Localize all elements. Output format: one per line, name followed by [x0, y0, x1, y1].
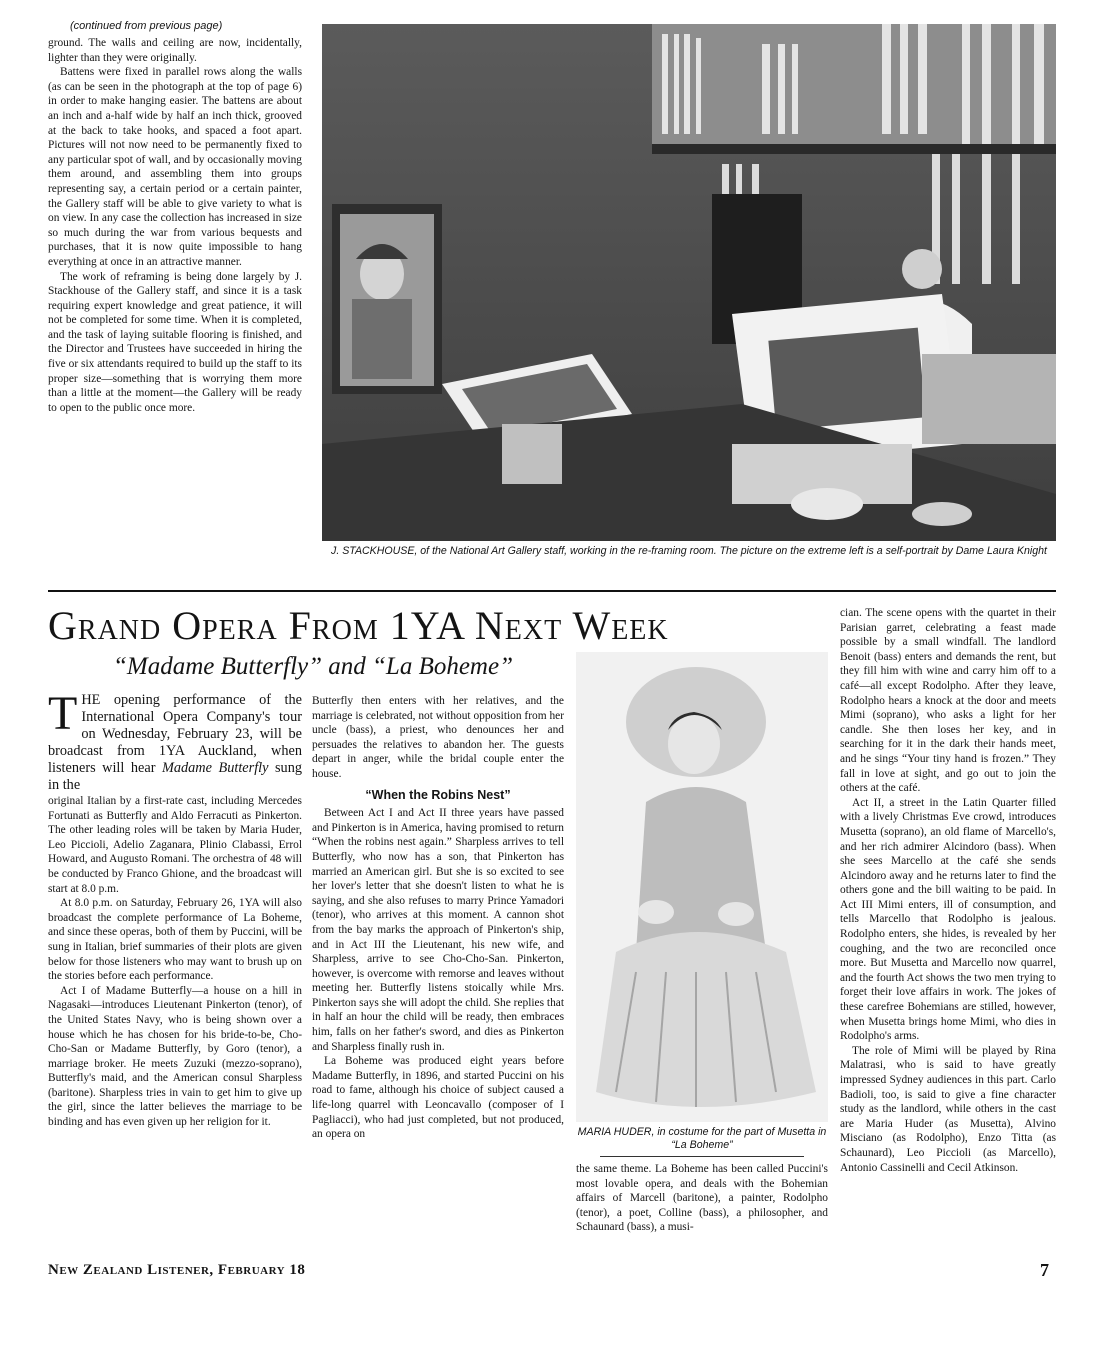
maria-huder-photo — [576, 652, 828, 1122]
paragraph: Battens were fixed in parallel rows along the walls (as can be seen in the photograph at the top of page 6) in order to make hanging easier. The battens are about an inch and a-half wide by half an inch thick, grooved at the back to take hooks, and spaced a foot apart. Pictures will not now need to be permanently fixed to any particular spot of wall, and by occasionally moving them around, and assembling them into groups representing say, a certain period or a certain painter, the Gallery staff will be able to give variety to what is on view. In any case the collection has increased in size so much during the war from various bequests and purchases, that it is now quite impossible to hang everything at once in an attractive manner. — [48, 66, 302, 268]
paragraph: the same theme. La Boheme has been called Puccini's most lovable opera, and deals with the Bohemian affairs of Marcell (baritone), a painter, Rodolpho (tenor), a poet, Colline (bass), a philosopher, and Schaunard (bass), a musi- — [576, 1163, 828, 1234]
reframing-photo-caption: J. STACKHOUSE, of the National Art Gallery staff, working in the re-framing room. The picture on the extreme left is a self-portrait by Dame Laura Knight — [331, 545, 1047, 557]
paragraph: At 8.0 p.m. on Saturday, February 26, 1YA will also broadcast the complete performance of La Boheme, and since these operas, both of them by Puccini, will be sung in Italian, brief summaries of their plots are given below for those listeners who may want to brush up on the stories before each performance. — [48, 897, 302, 983]
maria-huder-photo-art — [576, 652, 828, 1122]
paragraph: Butterfly then enters with her relatives, and the marriage is celebrated, not without opposition from her uncle (bass), a priest, who denounces her and persuades the relatives to abandon her. The guests depart in anger, while the bridal couple enter the house. — [312, 695, 564, 780]
opera-column-3-text — [576, 1162, 828, 1235]
paragraph: Between Act I and Act II three years have passed and Pinkerton is in America, having promised to return “When the robins nest again.” Sharpless arrives to tell Butterfly, who now has a son, that Pinkerton has married an American girl. But she is so excited to see her lover's letter that she doesn't listen to what he is saying, and she also refuses to marry Prince Yamadori (tenor), who arrives at this moment. A cannon shot from the bay marks the approach of Pinkerton's ship, and in Act III the Lieutenant, his new wife, and Sharpless, arrive to see Cho-Cho-San. Pinkerton, however, is overcome with remorse and leaves without meeting her. Butterfly listens stoically while Mrs. Pinkerton says she will adopt the child. She replies that in half an hour the child will be ready, then embraces him, falls on her father's sword, and dies as Pinkerton and Sharpless finally rush in. — [312, 807, 564, 1053]
paragraph: original Italian by a first-rate cast, including Mercedes Fortunati as Butterfly and Aldo Ferracuti as Pinkerton. The other leading roles will be taken by Maria Huder, Leo Piccioli, Adelio Zaganara, Plinio Clabassi, Errol Howard, and Augusto Romani. The orchestra of 48 will be conducted by Franco Ghione, and the broadcast will start at 8.0 p.m. — [48, 795, 302, 895]
masthead-footer: New Zealand Listener, February 18 — [48, 1262, 306, 1278]
maria-huder-caption: MARIA HUDER, in costume for the part of Musetta in “La Boheme” — [577, 1126, 827, 1151]
paragraph: La Boheme was produced eight years before Madame Butterfly, in 1896, and started Puccini on his road to fame, although his choice of subject caused a life-long quarrel with Leoncavallo (composer of I Pagliacci), who had just completed, but not produced, an opera on — [312, 1055, 564, 1141]
paragraph: The work of reframing is being done largely by J. Stackhouse of the Gallery staff, and since it is a task requiring expert knowledge and great patience, it will not be completed for some time. When it is completed, and the task of laying suitable flooring is finished, and the Director and Trustees have succeeded in hiring the five or six attendants required to build up the staff to its proper size—something that is worrying them more than a little at the moment—the Gallery will be ready to open to the public once more. — [48, 270, 302, 414]
paragraph: cian. The scene opens with the quartet in their Parisian garret, celebrating a feast made possible by a small windfall. The landlord Benoit (bass) enters and demands the rent, but they fill him with wine and carry him off to a café—all except Rodolpho. After they leave, Rodolpho hears a knock at the door and meets Mimi (soprano), who asks a light for her candle. She then loses her key, and in searching for it in the dark their hands meet, and he sings “Your tiny hand is frozen.” They fall in love at sight, and go out to join the others at the café. — [840, 607, 1056, 795]
paragraph: Act II, a street in the Latin Quarter filled with a lively Christmas Eve crowd, introduces Musetta (soprano), an old flame of Marcello's, and her rich admirer Alcindoro (bass). When she sees Marcello at the café she sends Alcindoro away and he returns later to find the others gone and the bill waiting to be paid. In Act III Mimi enters, ill of consumption, and tells Marcello that Rodolpho is jealous. Rodolpho enters, she hides, is revealed by her coughing, and the two are reconciled once more. But Musetta and Marcello now quarrel, and the fourth Act shows the two men trying to forget their love affairs in work. The jokes of these carefree Bohemians are stilled, however, when Musetta brings home Mimi, who dies in Rodolpho's arms. — [840, 796, 1056, 1043]
section-heading: “When the Robins Nest” — [365, 787, 511, 802]
top-article-column — [48, 36, 302, 415]
lead-end: sung in the — [48, 760, 302, 793]
section-divider — [48, 590, 1056, 592]
paragraph: Act I of Madame Butterfly—a house on a hill in Nagasaki—introduces Lieutenant Pinkerton (tenor), of the United States Navy, who is being shown over a house which he has chosen for his bride-to-be, Cho-Cho-San or Madame Butterfly, by Goro (tenor), a marriage broker. He meets Zuzuki (mezzo-soprano), Butterfly's maid, and the American consul Sharpless (baritone). Sharpless tries in vain to get him to give up the girl, since the latter believes the marriage to be binding and has even given up her religion for it. — [48, 984, 302, 1129]
continued-note: (continued from previous page) — [70, 20, 223, 32]
lead-paragraph — [48, 687, 302, 794]
opera-subheadline: “Madame Butterfly” and “La Boheme” — [113, 653, 513, 680]
reframing-room-photo-art — [322, 24, 1056, 541]
opera-column-1 — [48, 687, 302, 1130]
opera-headline: Grand Opera From 1YA Next Week — [48, 603, 669, 648]
reframing-room-photo — [322, 24, 1056, 541]
lead-text: HE opening performance of the International Opera Company's tour on Wednesday, February 23, will be broadcast from 1YA Auckland, when listeners will hear — [48, 692, 302, 776]
paragraph: ground. The walls and ceiling are now, incidentally, lighter than they were originally. — [48, 37, 302, 64]
paragraph: The role of Mimi will be played by Rina Malatrasi, who is said to have greatly impressed Sydney audiences in this part. Carlo Badioli, too, is said to give a fine character study as the landlord, while others in the cast are Maria Huder (as Musetta), Alvino Misciano (as Rodolpho), Enzo Titta (as Schaunard), Leo Piccioli (as Marcello), Antonio Cassinelli and Cecil Atkinson. — [840, 1044, 1056, 1174]
opera-column-4 — [840, 606, 1056, 1175]
page-number: 7 — [1040, 1260, 1050, 1280]
caption-divider — [600, 1156, 804, 1157]
drop-cap: T — [48, 687, 78, 740]
opera-column-2 — [312, 694, 564, 1142]
lead-title: Madame Butterfly — [161, 760, 269, 776]
